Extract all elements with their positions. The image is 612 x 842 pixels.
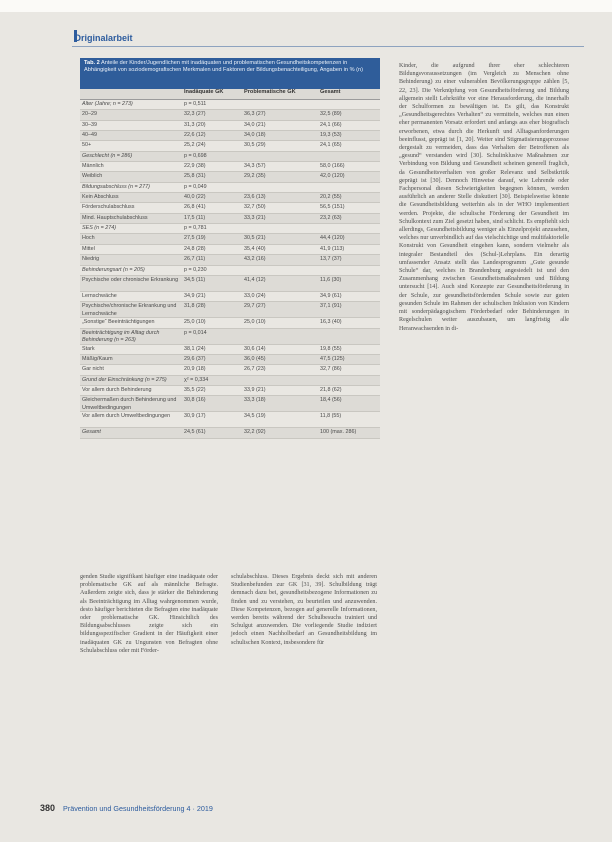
inadequate-value: 40,0 (22)	[184, 194, 206, 201]
total-value: 34,9 (61)	[320, 292, 342, 299]
total-value: 16,3 (40)	[320, 319, 342, 326]
total-value: 37,1 (91)	[320, 303, 342, 310]
row-label: Weiblich	[82, 173, 103, 180]
inadequate-value: 31,3 (20)	[184, 121, 206, 128]
row-label: Mäßig/Kaum	[82, 355, 113, 362]
problematic-value: 33,0 (24)	[244, 292, 266, 299]
problematic-value: 32,7 (50)	[244, 204, 266, 211]
table-row	[80, 152, 380, 162]
total-value: 11,6 (30)	[320, 276, 342, 283]
inadequate-value: 24,8 (28)	[184, 245, 206, 252]
row-label: Mind. Hauptschulabschluss	[82, 214, 148, 221]
problematic-value: 33,3 (18)	[244, 397, 266, 404]
body-paragraph: genden Studie signifikant häufiger eine inadäquate oder problematische GK auf als männliche Befragte. Außerdem zeigte sich, dass je stärker die Behinderung als Beeinträchtigung im Alltag wahrgenommen wurde, desto häufiger berichteten die Befragten eine inadäquate oder problematische GK. Hinsichtlich des Bildungsabschlusses zeigte sich ein bildungsspezifischer Gradient in der Häufigkeit einer inadäquaten GK zu Ungunsten von Befragten ohne Schulabschluss oder mit Förder-	[80, 574, 218, 654]
total-value	[320, 152, 380, 161]
table-row	[80, 365, 380, 375]
table-caption-text: Anteile der Kinder/Jugendlichen mit inadäquaten und problematischen Gesundheitskompetenzen in Abhängigkeit von soziodemografischen Merkmalen und Faktoren der Bildungsbenachteiligung, Angaben in % (n)	[84, 60, 363, 73]
inadequate-value: 31,8 (28)	[184, 303, 206, 310]
row-label: 40–49	[82, 132, 97, 139]
inadequate-value: 22,6 (12)	[184, 132, 206, 139]
table-row	[80, 329, 380, 345]
total-value: 21,8 (62)	[320, 386, 342, 393]
total-value: 44,4 (120)	[320, 235, 345, 242]
problematic-value: 36,3 (27)	[244, 111, 266, 118]
inadequate-value: p = 0,781	[184, 225, 207, 232]
table-row	[80, 224, 380, 234]
row-label: Förderschulabschluss	[82, 204, 135, 211]
inadequate-value: p = 0,014	[184, 329, 207, 336]
row-label: 20–29	[82, 111, 97, 118]
table-row	[80, 255, 380, 265]
row-label: Alter (Jahre; n = 273)	[82, 101, 133, 107]
row-label: Vor allem durch Umweltbedingungen	[82, 413, 171, 420]
table-body	[80, 100, 380, 439]
inadequate-value: 25,0 (10)	[184, 319, 206, 326]
table-row	[80, 396, 380, 412]
problematic-value: 26,7 (23)	[244, 366, 266, 373]
inadequate-value: p = 0,230	[184, 266, 207, 273]
total-value: 56,5 (151)	[320, 204, 345, 211]
table-header-cell: Gesamt	[320, 89, 341, 95]
table-header-row	[80, 89, 380, 100]
table-row	[80, 266, 380, 276]
inadequate-value: 30,8 (16)	[184, 397, 206, 404]
inadequate-value: 22,9 (38)	[184, 163, 206, 170]
total-value: 100 (max. 286)	[320, 429, 357, 436]
total-value: 42,0 (120)	[320, 173, 345, 180]
problematic-value: 34,5 (19)	[244, 413, 266, 420]
page-top-strip	[0, 0, 612, 12]
table-row	[80, 376, 380, 386]
total-value: 19,3 (53)	[320, 132, 342, 139]
page-footer	[40, 803, 213, 813]
right-text-column	[399, 62, 569, 333]
table-row	[80, 193, 380, 203]
table-row	[80, 141, 380, 151]
inadequate-value: 25,2 (24)	[184, 142, 206, 149]
table-row	[80, 318, 380, 328]
table-caption	[80, 58, 380, 89]
table-header-cell: Inadäquate GK	[184, 89, 224, 95]
row-label: Lernschwäche	[82, 292, 117, 299]
total-value: 13,7 (37)	[320, 256, 342, 263]
row-label: 50+	[82, 142, 92, 149]
inadequate-value: 25,8 (31)	[184, 173, 206, 180]
problematic-value: 36,0 (45)	[244, 355, 266, 362]
inadequate-value: 29,6 (37)	[184, 355, 206, 362]
total-value	[320, 224, 380, 233]
total-value	[320, 100, 380, 109]
problematic-value: 34,0 (21)	[244, 121, 266, 128]
problematic-value: 30,6 (14)	[244, 345, 266, 352]
total-value: 19,8 (55)	[320, 345, 342, 352]
table-row	[80, 292, 380, 302]
table-header-cell	[80, 89, 184, 99]
table-label: Tab. 2	[84, 60, 100, 66]
total-value: 32,7 (86)	[320, 366, 342, 373]
table-row	[80, 121, 380, 131]
row-label: Behinderungsart (n = 205)	[82, 266, 145, 273]
problematic-value: 29,2 (35)	[244, 173, 266, 180]
total-value: 47,5 (125)	[320, 355, 345, 362]
problematic-value	[244, 152, 320, 161]
row-label: Mittel	[82, 245, 95, 252]
problematic-value: 32,2 (92)	[244, 429, 266, 436]
table-row	[80, 234, 380, 244]
problematic-value	[244, 183, 320, 192]
total-value: 11,8 (55)	[320, 413, 342, 420]
total-value: 24,1 (65)	[320, 142, 342, 149]
inadequate-value: 26,8 (41)	[184, 204, 206, 211]
inadequate-value: 30,9 (17)	[184, 413, 206, 420]
total-value: 20,2 (55)	[320, 194, 342, 201]
row-label: Geschlecht (n = 286)	[82, 152, 133, 159]
inadequate-value: 34,9 (21)	[184, 292, 206, 299]
row-label: Grund der Einschränkung (n = 275)	[82, 376, 167, 383]
inadequate-value: p = 0,698	[184, 152, 207, 159]
row-label: Gleichermaßen durch Behinderung und Umweltbedingungen	[82, 397, 177, 411]
row-label: Gar nicht	[82, 366, 104, 373]
body-paragraph: Kinder, die aufgrund ihrer eher schlechteren Bildungsvoraussetzungen (im Vergleich zu Menschen ohne Behinderung) zu einer vulnerablen Bevölkerungsgruppe zählen [5, 22, 23]. Die Verknüpfung von Gesundheitsförderung und Bildung allgemein stellt Lehrkräfte vor eine Herausforderung, die innerhalb der Schulformen zu bewältigen ist. Es gilt, das Konstrukt „Gesundheitsgerechtes Verhalten“ zu vermitteln, welches nun einen eher permanenten Vorsatz erfordert und anfangs aus eher biografisch erworbenen, etwa durch die Herkunft und Alltagsanforderungen beeinflusst, geprägt ist [1, 20]. Weiter sind Stigmatisierungsprozesse dergestalt zu vermeiden, dass das Verhalten der Betroffenen als „gesund“ verstanden wird [30]. Schulinklusive Maßnahmen zur Verbindung von Bildung und Gesundheit scheinen generell fraglich, da Gesundheitsverhalten von großer Relevanz und Selbstkritik geprägt ist [30]. Dennoch Hinweise darauf, wie Lehrende oder Fachpersonal diesen Schwierigkeiten begegnen können, werden ausführlich an anderer Stelle diskutiert [30]. Beispielsweise könnte die Gesundheitsbildung weiterhin als in der WHO implementiert werden. Projekte, die schulische Förderung der Gesundheit im Schulkontext zum Ziel gesetzt haben, sind schlicht. Es empfiehlt sich allerdings, Gesundheitsbildung weniger als Einzelprojekt anzusehen, welches nur unverbindlich auf das vielschichtige und multifaktorielle Konstrukt von Gesundheit eingehen kann, sondern vielmehr als integraler Bestandteil des (Schul-)Lehrplans. Ein derartig umfassender Ansatz stellt das Landesprogramm „Gute gesunde Schule“ dar, welches in Brandenburg angesiedelt ist und den Zusammenhang zwischen Gesundheitsmaßnahmen und Bildung untersucht [14]. Auch sind Konzepte zur Gesundheitsförderung in der Schule, zur gesundheitsfördernden Schule sowie zur guten gesunden Schule im Rahmen der schulischen Inklusion von Kindern mit sonderpädagogischem Förderbedarf oder Behinderungen in Regelschulen weiter auszubauen, um langfristig alle Heranwachsenden in di-	[399, 63, 569, 332]
table-row	[80, 355, 380, 365]
problematic-value: 35,4 (40)	[244, 245, 266, 252]
total-value: 24,1 (66)	[320, 121, 342, 128]
inadequate-value: 20,9 (18)	[184, 366, 206, 373]
table-row	[80, 172, 380, 182]
table-row	[80, 302, 380, 318]
problematic-value: 23,6 (13)	[244, 194, 266, 201]
row-label: Vor allem durch Behinderung	[82, 386, 152, 393]
table-row	[80, 183, 380, 193]
results-table	[80, 58, 380, 556]
problematic-value	[244, 376, 320, 385]
table-row	[80, 245, 380, 255]
row-label: Kein Abschluss	[82, 194, 119, 201]
section-title: Originalarbeit	[74, 33, 133, 43]
inadequate-value: 32,3 (27)	[184, 111, 206, 118]
inadequate-value: 27,5 (19)	[184, 235, 206, 242]
problematic-value: 34,3 (57)	[244, 163, 266, 170]
header-rule	[72, 46, 584, 47]
table-row	[80, 386, 380, 396]
table-row	[80, 162, 380, 172]
table-row	[80, 428, 380, 438]
total-value	[320, 376, 380, 385]
problematic-value	[244, 224, 320, 233]
journal-name: Prävention und Gesundheitsförderung 4 · 2019	[63, 804, 213, 813]
inadequate-value: 24,5 (61)	[184, 429, 206, 436]
problematic-value: 33,3 (21)	[244, 214, 266, 221]
total-value: 32,5 (89)	[320, 111, 342, 118]
page-number: 380	[40, 803, 56, 813]
row-label: Stark	[82, 345, 95, 352]
inadequate-value: 26,7 (11)	[184, 256, 206, 263]
problematic-value: 25,0 (10)	[244, 319, 266, 326]
row-label: Bildungsabschluss (n = 277)	[82, 183, 150, 190]
row-label: Beeinträchtigung im Alltag durch Behinderung (n = 263)	[82, 329, 160, 344]
problematic-value	[244, 100, 320, 109]
table-row	[80, 345, 380, 355]
table-row	[80, 276, 380, 292]
problematic-value: 30,5 (29)	[244, 142, 266, 149]
table-row	[80, 412, 380, 428]
row-label: „Sonstige“ Beeinträchtigungen	[82, 319, 155, 326]
row-label: Gesamt	[82, 429, 101, 436]
problematic-value: 29,7 (27)	[244, 303, 266, 310]
row-label: Niedrig	[82, 256, 100, 263]
row-label: SES (n = 274)	[82, 225, 117, 232]
problematic-value: 30,5 (21)	[244, 235, 266, 242]
table-row	[80, 131, 380, 141]
total-value: 58,0 (166)	[320, 163, 345, 170]
row-label: Psychische oder chronische Erkrankung	[82, 276, 179, 283]
row-label: 30–39	[82, 121, 97, 128]
bottom-middle-text-column	[231, 573, 377, 647]
table-header-cell: Problematische GK	[244, 89, 296, 95]
inadequate-value: χ² = 0,334	[184, 376, 209, 383]
total-value: 41,9 (113)	[320, 245, 345, 252]
inadequate-value: p = 0,049	[184, 183, 207, 190]
table-row	[80, 100, 380, 110]
problematic-value: 41,4 (12)	[244, 276, 266, 283]
table-row	[80, 110, 380, 120]
total-value	[320, 183, 380, 192]
inadequate-value: 17,5 (11)	[184, 214, 206, 221]
table-row	[80, 203, 380, 213]
row-label: Psychische/chronische Erkrankung und Lernschwäche	[82, 303, 177, 317]
inadequate-value: 34,5 (11)	[184, 276, 206, 283]
problematic-value: 33,9 (21)	[244, 386, 266, 393]
bottom-left-text-column	[80, 573, 218, 655]
inadequate-value: 35,5 (22)	[184, 386, 206, 393]
table-row	[80, 214, 380, 224]
inadequate-value: p = 0,511	[184, 101, 207, 107]
total-value	[320, 266, 380, 275]
body-paragraph: schulabschluss. Dieses Ergebnis deckt sich mit anderen Studienbefunden zur GK [31, 39]. Schulbildung trägt demnach dazu bei, gesundheitsbezogene Informationen zu finden und zu verstehen, zu beurteilen und anzuwenden. Diese Kompetenzen, bezogen auf generelle Informationen, werden bereits während der Schulbesuchs trainiert und Schulgut anzuwenden. Die vorliegende Studie indiziert jedoch einen Nachholbedarf an Gesundheitsbildung im schulischen Kontext, insbesondere für	[231, 574, 377, 646]
row-label: Männlich	[82, 163, 104, 170]
problematic-value	[244, 266, 320, 275]
total-value: 23,2 (63)	[320, 214, 342, 221]
problematic-value: 43,2 (16)	[244, 256, 266, 263]
problematic-value: 34,0 (18)	[244, 132, 266, 139]
row-label: Hoch	[82, 235, 95, 242]
total-value: 18,4 (56)	[320, 397, 342, 404]
inadequate-value: 38,1 (24)	[184, 345, 206, 352]
